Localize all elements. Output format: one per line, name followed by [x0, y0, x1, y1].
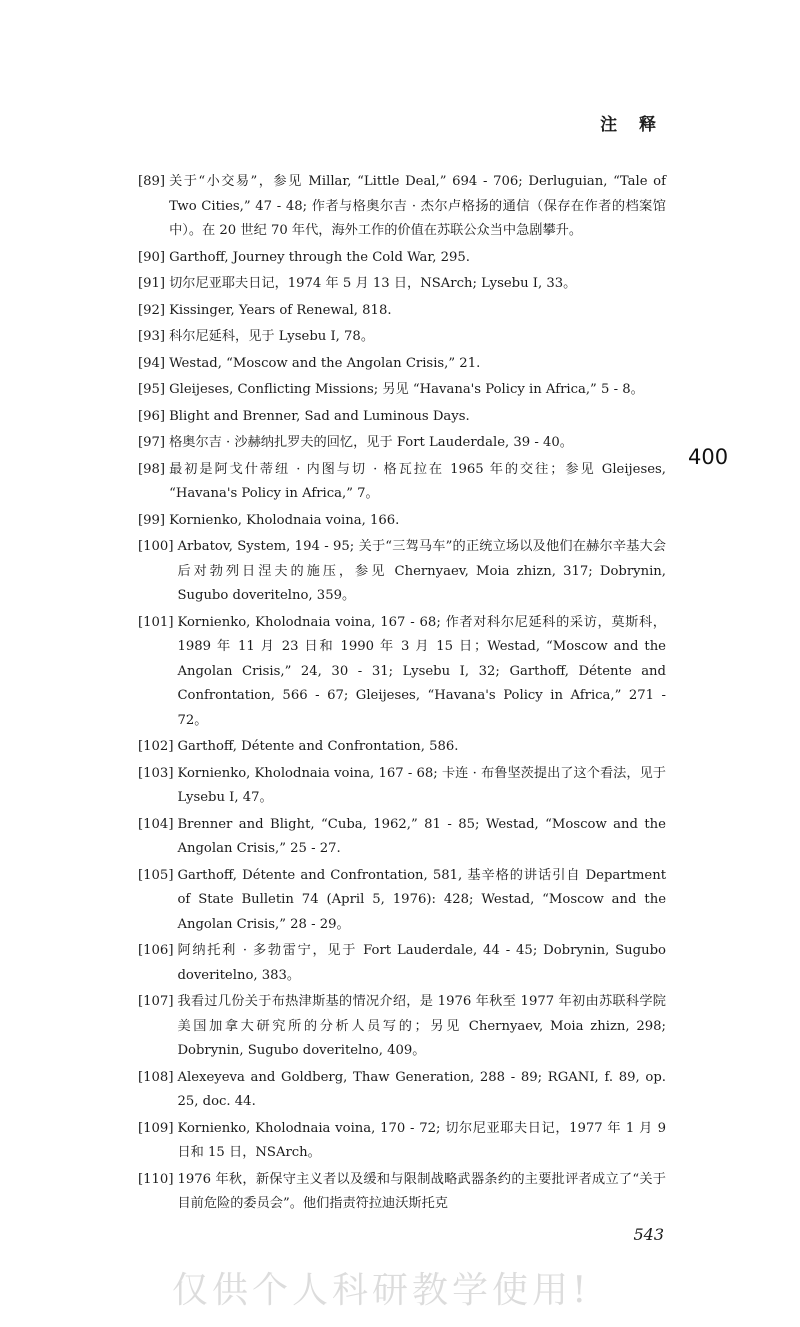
endnote: [138, 325, 666, 350]
endnote: [138, 1117, 666, 1166]
endnote: [138, 990, 666, 1064]
endnote: [138, 939, 666, 988]
endnote: [138, 762, 666, 811]
endnote: [138, 1066, 666, 1115]
note-number: [107]: [138, 994, 174, 1009]
page-number: 543: [633, 1225, 664, 1244]
note-text: Garthoff, Détente and Confrontation, 581, 基辛格的讲话引自 Department of State Bulletin 74 (April 5, 1976): 428; Westad, “Moscow and the Angolan Crisis,” 28 - 29。: [177, 867, 666, 932]
note-number: [108]: [138, 1069, 174, 1085]
note-number: [104]: [138, 816, 174, 832]
note-text: 格奥尔吉 · 沙赫纳扎罗夫的回忆，见于 Fort Lauderdale, 39 - 40。: [169, 435, 573, 450]
note-text: Kornienko, Kholodnaia voina, 167 - 68; 卡连 · 布鲁坚茨提出了这个看法，见于 Lysebu I, 47。: [177, 765, 666, 805]
note-number: [95]: [138, 382, 166, 397]
endnote: [138, 813, 666, 862]
note-number: [90]: [138, 249, 166, 265]
note-text: Blight and Brenner, Sad and Luminous Days.: [169, 408, 470, 424]
endnote: [138, 458, 666, 507]
endnote: [138, 246, 666, 271]
note-text: Kornienko, Kholodnaia voina, 167 - 68; 作者对科尔尼延科的采访，莫斯科，1989 年 11 月 23 日和 1990 年 3 月 15 日；Westad, “Moscow and the Angolan Crisis,” 24, 30 - 31; Lysebu I, 32; Garthoff, Détente and Confrontation, 566 - 67; Gleijeses, “Havana's Policy in Africa,” 271 - 72。: [177, 614, 666, 728]
endnote: [138, 535, 666, 609]
note-number: [100]: [138, 539, 174, 554]
note-text: 科尔尼延科，见于 Lysebu I, 78。: [169, 329, 375, 344]
endnote: [138, 864, 666, 938]
note-number: [92]: [138, 302, 166, 318]
note-number: [103]: [138, 765, 174, 781]
note-text: Kornienko, Kholodnaia voina, 170 - 72; 切尔尼亚耶夫日记，1977 年 1 月 9 日和 15 日，NSArch。: [177, 1120, 666, 1160]
note-text: Brenner and Blight, “Cuba, 1962,” 81 - 85; Westad, “Moscow and the Angolan Crisis,” 25 - 27.: [177, 816, 666, 856]
note-number: [99]: [138, 512, 166, 528]
note-number: [105]: [138, 867, 174, 883]
note-text: Westad, “Moscow and the Angolan Crisis,” 21.: [169, 355, 481, 371]
note-number: [110]: [138, 1171, 174, 1187]
note-number: [98]: [138, 461, 166, 477]
note-text: 最初是阿戈什蒂纽 · 内图与切 · 格瓦拉在 1965 年的交往；参见 Gleijeses, “Havana's Policy in Africa,” 7。: [169, 461, 666, 501]
endnote: [138, 405, 666, 430]
note-text: Kissinger, Years of Renewal, 818.: [169, 302, 392, 318]
note-text: Kornienko, Kholodnaia voina, 166.: [169, 512, 400, 528]
note-text: Garthoff, Détente and Confrontation, 586.: [177, 739, 459, 754]
note-number: [91]: [138, 276, 166, 291]
note-number: [93]: [138, 329, 166, 344]
running-header: 注 释: [600, 115, 664, 135]
note-text: Gleijeses, Conflicting Missions; 另见 “Havana's Policy in Africa,” 5 - 8。: [169, 382, 644, 397]
endnote: [138, 611, 666, 734]
endnote: [138, 272, 666, 297]
endnote: [138, 378, 666, 403]
note-number: [101]: [138, 614, 174, 630]
note-number: [109]: [138, 1120, 174, 1136]
endnote: [138, 352, 666, 377]
note-text: 阿纳托利 · 多勃雷宁，见于 Fort Lauderdale, 44 - 45; Dobrynin, Sugubo doveritelno, 383。: [177, 943, 666, 983]
original-page-marker: 400: [688, 445, 729, 469]
endnote: [138, 509, 666, 534]
endnotes-list: [138, 170, 666, 1219]
note-number: [106]: [138, 943, 174, 958]
note-number: [102]: [138, 739, 174, 754]
endnote: [138, 735, 666, 760]
note-text: 关于“小交易”，参见 Millar, “Little Deal,” 694 - 706; Derluguian, “Tale of Two Cities,” 47 - 48; 作者与格奥尔吉 · 杰尔卢格扬的通信（保存在作者的档案馆中）。在 20 世纪 70 年代，海外工作的价值在苏联公众当中急剧攀升。: [169, 174, 666, 238]
note-text: 切尔尼亚耶夫日记，1974 年 5 月 13 日，NSArch; Lysebu I, 33。: [169, 276, 577, 291]
note-text: 我看过几份关于布热津斯基的情况介绍，是 1976 年秋至 1977 年初由苏联科学院美国加拿大研究所的分析人员写的；另见 Chernyaev, Moia zhizn, 298; Dobrynin, Sugubo doveritelno, 409。: [177, 994, 666, 1058]
note-number: [96]: [138, 408, 166, 424]
note-text: Arbatov, System, 194 - 95; 关于“三驾马车”的正统立场以及他们在赫尔辛基大会后对勃列日涅夫的施压，参见 Chernyaev, Moia zhizn, 317; Dobrynin, Sugubo doveritelno, 359。: [177, 539, 666, 603]
endnote: [138, 431, 666, 456]
note-text: Garthoff, Journey through the Cold War, 295.: [169, 249, 470, 265]
endnote: [138, 299, 666, 324]
note-text: Alexeyeva and Goldberg, Thaw Generation, 288 - 89; RGANI, f. 89, op. 25, doc. 44.: [177, 1069, 666, 1109]
note-number: [94]: [138, 355, 166, 371]
endnote: [138, 170, 666, 244]
watermark: 仅供个人科研教学使用!: [172, 1270, 591, 1311]
endnote: [138, 1168, 666, 1217]
note-text: 1976 年秋，新保守主义者以及缓和与限制战略武器条约的主要批评者成立了“关于目前危险的委员会”。他们指责符拉迪沃斯托克: [177, 1171, 666, 1211]
note-number: [89]: [138, 174, 166, 189]
note-number: [97]: [138, 435, 166, 450]
